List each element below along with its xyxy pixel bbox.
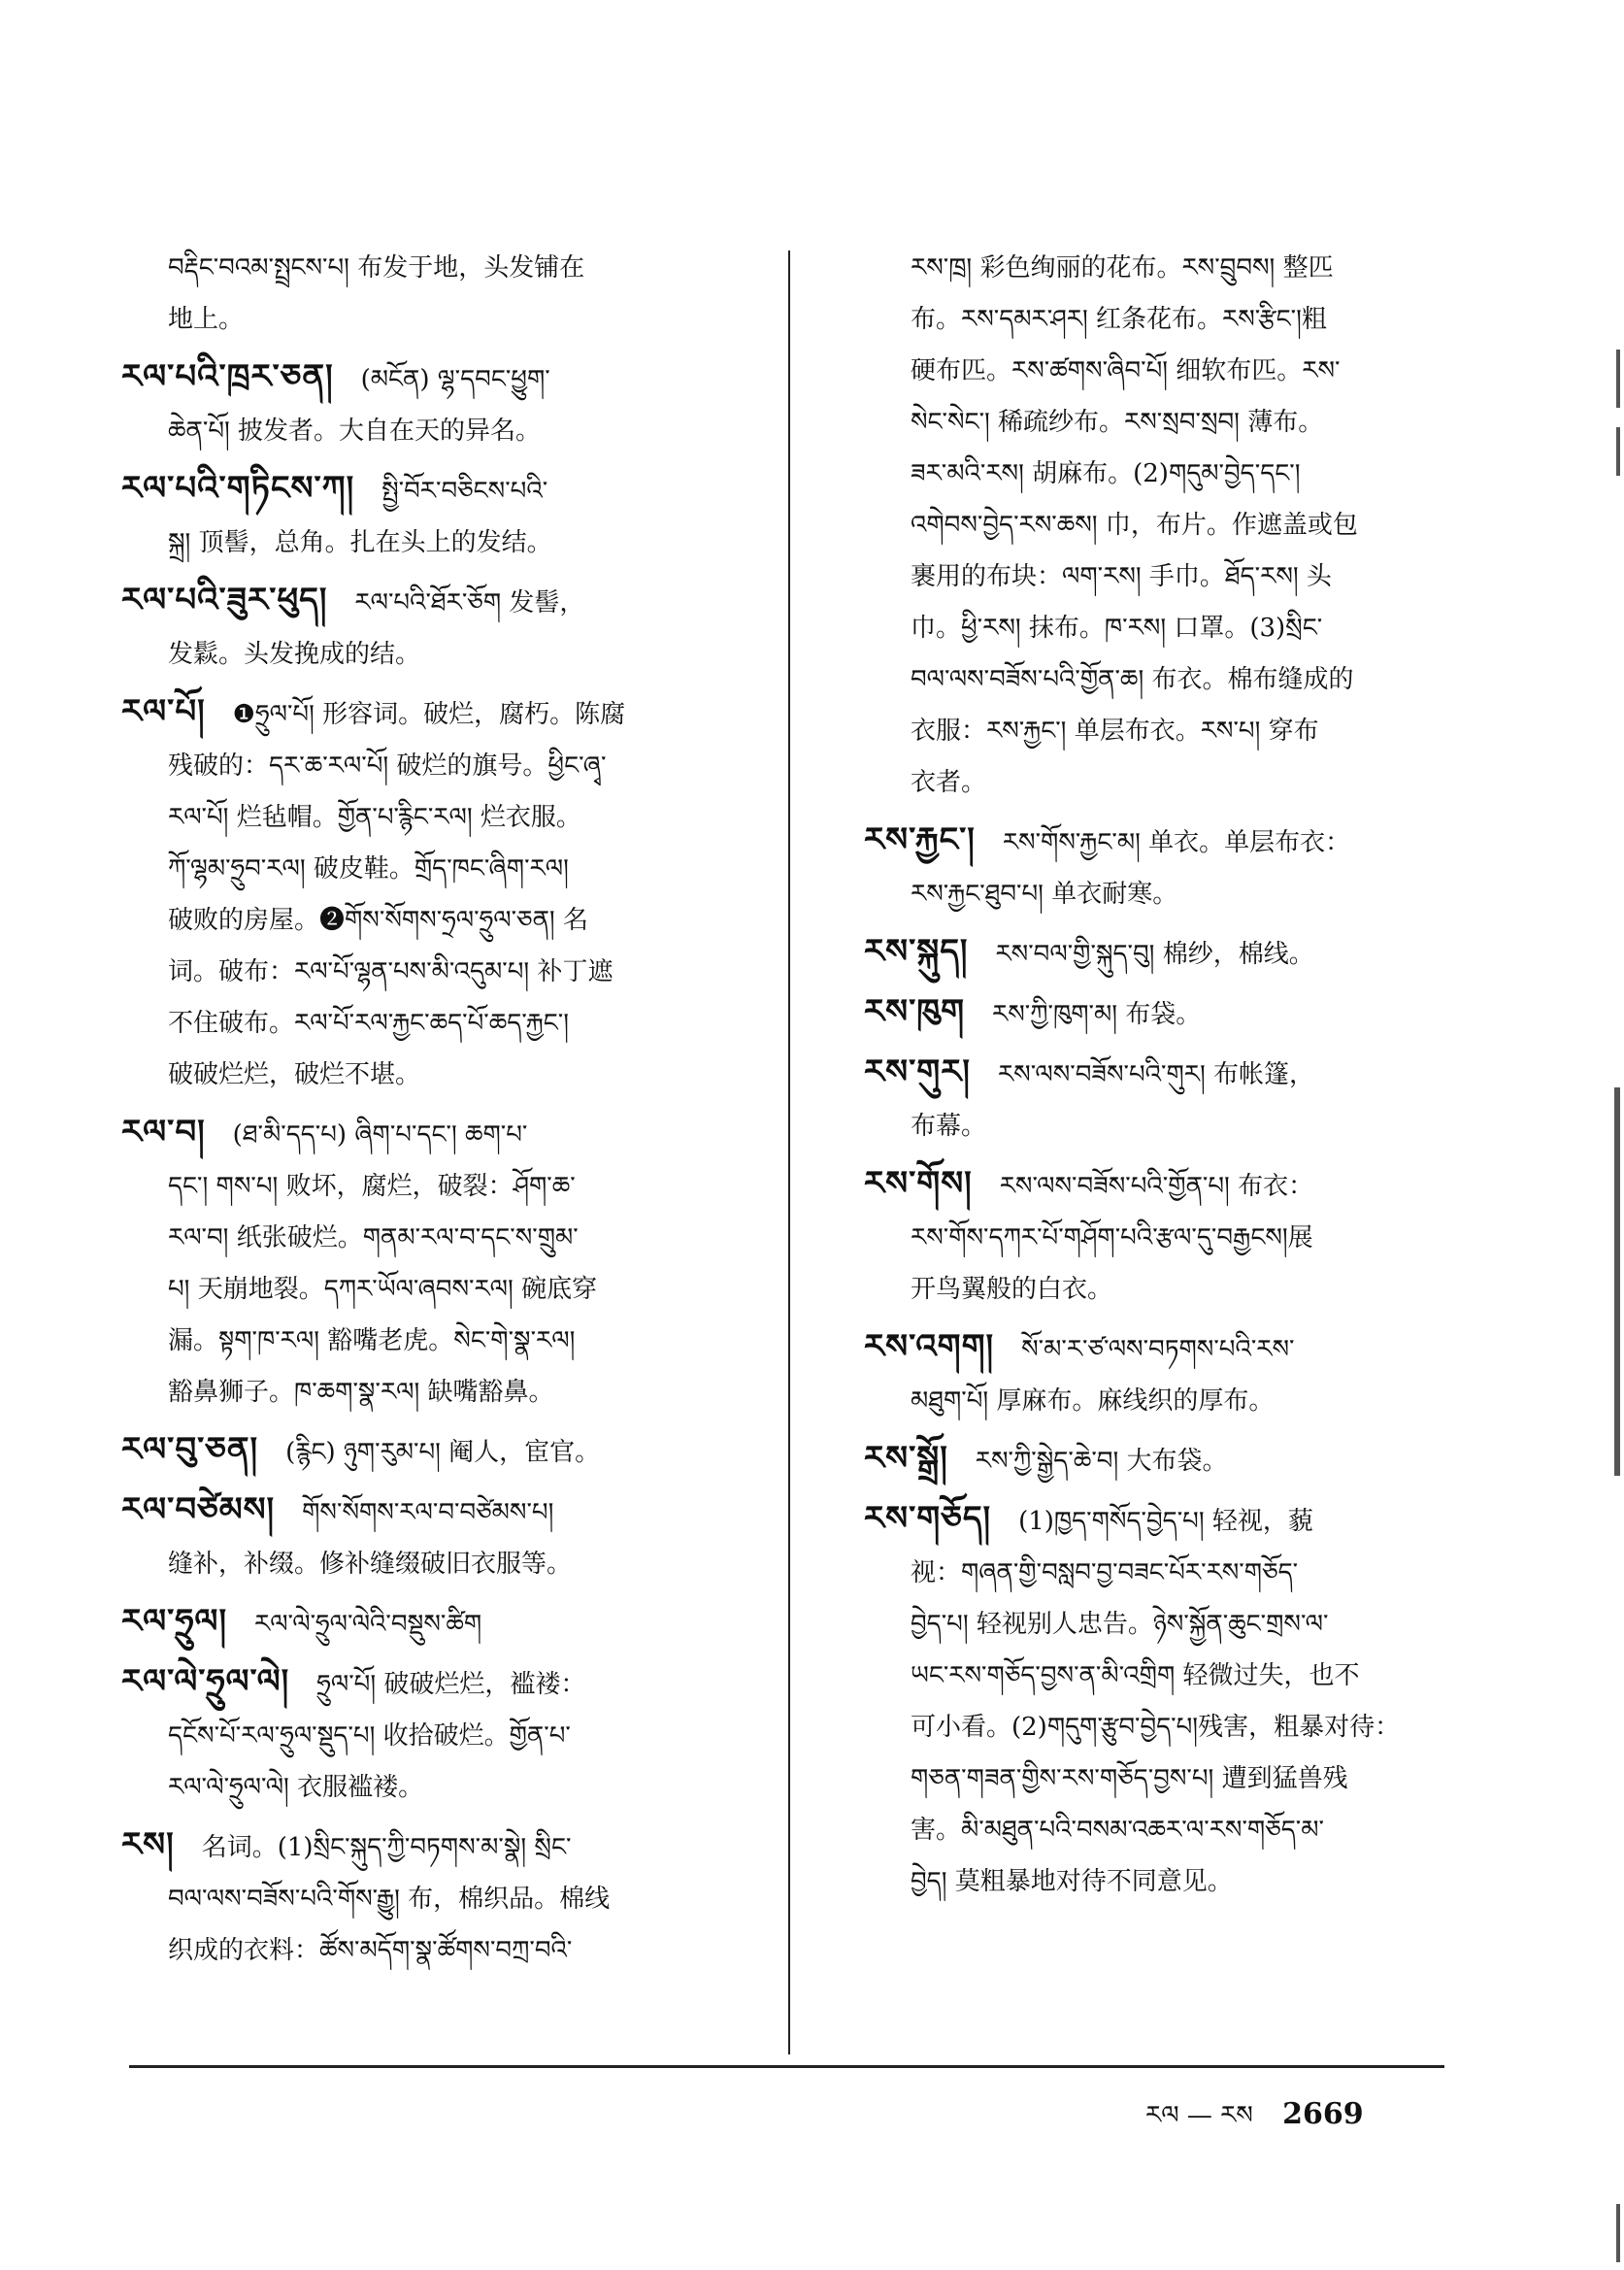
definition-line: 布。རས་དམར་ཤར། 红条花布。རས་རྩིང་།粗 [911,305,1327,334]
left-column [121,243,781,1983]
definition-line: 可小看。(2)གདུག་རྩུབ་བྱེད་པ།残害，粗暴对待： [911,1713,1401,1742]
definition-line: བལ་ལས་བཟོས་པའི་གོས་རྒྱུ། 布，棉织品。棉线 [168,1885,611,1914]
definition-line: 豁鼻狮子。ཁ་ཆག་སྣ་རལ། 缺嘴豁鼻。 [168,1378,554,1407]
headword: རལ་པོ། [121,692,206,731]
definition-line: སེང་སེང་། 稀疏纱布。རས་སྲབ་སྲབ། 薄布。 [911,408,1324,437]
headword: རས། [121,1825,175,1864]
headword: རས་སྒྲོ། [864,1439,948,1478]
definition-line: 漏。སྟག་ཁ་རལ། 豁嘴老虎。སེང་གེ་སྣ་རལ། [168,1326,576,1355]
dictionary-entry [864,1158,1456,1316]
definition-line: 破破烂烂，破烂不堪。 [168,1060,421,1089]
definition-line: 裹用的布块：ལག་རས། 手巾。ཐོད་རས། 头 [911,562,1332,591]
definition-line: རས་ཁྲ། 彩色绚丽的花布。རས་བྲུབས། 整匹 [911,253,1334,283]
definition-line: 破败的房屋。❷གོས་སོགས་ཧྲལ་ཧྲུལ་ཅན། 名 [168,906,588,935]
headword: རལ་ཧྲུལ། [121,1602,227,1641]
dictionary-entry [121,1819,781,1977]
definition-line: ཧྲུལ་པོ། 破破烂烂，褴褛： [316,1670,586,1699]
definition-line: རལ་པའི་ཐོར་ཅོག 发髻， [354,588,585,618]
headword: རལ་པའི་ཁྲར་ཅན། [121,357,334,396]
definition-line: རས་ཀྱི་ཁུག་མ། 布袋。 [992,1000,1202,1029]
definition-line: 织成的衣料：ཚོས་མདོག་སྣ་ཚོགས་བཀྲ་བའི་ [168,1936,573,1965]
definition-line: རས་ལས་བཟོས་པའི་གྱོན་པ། 布衣： [999,1172,1314,1201]
definition-line: 视：གཞན་གྱི་བསླབ་བྱ་བཟང་པོར་རས་གཅོད་ [911,1558,1299,1587]
dictionary-entry [864,1433,1456,1487]
definition-line: 布幕。 [911,1112,987,1141]
headword: རལ་ལེ་ཧྲུལ་ལེ། [121,1662,290,1701]
dictionary-entry [121,686,781,1101]
definition-line: 残破的：དར་ཆ་རལ་པོ། 破烂的旗号。ཕྱིང་ཞྭ་ [168,751,607,781]
definition-line: རས་གོས་དཀར་པོ་གཤོག་པའི་རྩལ་དུ་བརྒྱངས།展 [911,1223,1313,1252]
definition-line: བལ་ལས་བཟོས་པའི་གྱོན་ཆ། 布衣。棉布缝成的 [911,665,1354,694]
dictionary-entry [121,1107,781,1419]
definition-line: 衣者。 [911,768,987,797]
definition-line: (ཐ་མི་དད་པ) ཞིག་པ་དང་། ཆག་པ་ [232,1120,528,1150]
headword: རས་གོས། [864,1164,973,1203]
headword: རས་འགག། [864,1327,995,1366]
page-number: 2669 [1282,2097,1364,2131]
definition-line: (མངོན) ལྷ་དབང་ཕྱུག་ [360,365,550,394]
definition-line: དང་། གས་པ། 败坏，腐烂，破裂：ཤོག་ཆ་ [168,1172,576,1201]
bottom-rule [129,2065,1444,2068]
scan-edge-marks [1585,0,1624,2270]
headword: རལ་བ། [121,1113,206,1152]
dictionary-entry [864,926,1456,981]
dictionary-entry [121,1596,781,1651]
definition-line: འགེབས་བྱེད་རས་ཆས། 巾，布片。作遮盖或包 [911,511,1358,540]
dictionary-entry [121,351,781,457]
definition-line: (རྙིང) ཉུག་རུམ་པ། 阉人，宦官。 [285,1438,601,1467]
definition-line: 硬布匹。རས་ཚགས་ཞིབ་པོ། 细软布匹。རས་ [911,356,1341,385]
definition-line: ཀོ་ལྷམ་ཧྲུབ་རལ། 破皮鞋。གྲོད་ཁང་ཞིག་རལ། [168,854,569,884]
definition-line: རལ་པོ། 烂毡帽。གྱོན་པ་རྙིང་རལ། 烂衣服。 [168,803,581,832]
definition-line: སྐྲ། 顶髻，总角。扎在头上的发结。 [168,528,552,557]
headword: རལ་བུ་ཅན། [121,1430,259,1469]
right-column [864,243,1456,1914]
dictionary-entry [864,1047,1456,1152]
definition-line: བརྡིང་བའམ་སྤྲངས་པ། 布发于地，头发铺在 [168,253,585,283]
definition-line: 不住破布。རལ་པོ་རལ་རྐྱང་ཆད་པོ་ཆད་རྐྱང་། [168,1009,570,1038]
headword: རས་ཁུག [864,992,966,1031]
definition-line: གོས་སོགས་རལ་བ་བཙེམས་པ། [302,1498,554,1527]
entry-range: རལ — རས [1145,2101,1253,2130]
headword: རས་སྐུད། [864,932,969,971]
dictionary-entry [121,1485,781,1590]
headword: རས་གུར། [864,1052,971,1091]
headword: རལ་པའི་ཟུར་ཕུད། [121,581,328,619]
definition-line: རལ་བ། 纸张破烂。གནམ་རལ་བ་དང་ས་གྲུམ་ [168,1223,579,1252]
definition-line: བྱེད། 莫粗暴地对待不同意见。 [911,1867,1233,1896]
dictionary-entry [864,1321,1456,1427]
definition-line: 词。破布：རལ་པོ་ལྷན་པས་མི་འདུམ་པ། 补丁遮 [168,957,613,986]
definition-line: དངོས་པོ་རལ་ཧྲུལ་སྡུད་པ། 收拾破烂。གྱོན་པ་ [168,1721,571,1751]
dictionary-entry [121,1424,781,1479]
headword: རས་གཅོད། [864,1499,992,1538]
definition-line: 巾。ཕྱི་རས། 抹布。ཁ་རས། 口罩。(3)སྲིང་ [911,614,1323,643]
definition-line: 害。མི་མཐུན་པའི་བསམ་འཆར་ལ་རས་གཅོད་མ་ [911,1816,1324,1845]
definition-line: ❶ཧྲུལ་པོ། 形容词。破烂，腐朽。陈腐 [232,700,626,729]
headword: རས་རྐྱང་། [864,820,976,859]
definition-line: རས་ལས་བཟོས་པའི་གུར། 布帐篷， [997,1060,1315,1089]
definition-line: ཟར་མའི་རས། 胡麻布。(2)གདུམ་བྱེད་དང་། [911,459,1301,488]
headword: རལ་བཙེམས། [121,1490,276,1529]
dictionary-entry [864,1493,1456,1908]
headword: རལ་པའི་གཏིངས་ཀ། [121,469,355,508]
definition-line: (1)ཁྱད་གསོད་བྱེད་པ། 轻视，藐 [1018,1507,1313,1536]
definition-line: ཡང་རས་གཅོད་བྱས་ན་མི་འགྲིག 轻微过失，也不 [911,1661,1360,1690]
dictionary-entry [121,575,781,681]
definition-line: 地上。 [168,305,245,334]
dictionary-entry [121,1656,781,1814]
definition-line: བྱེད་པ། 轻视别人忠告。ཉེས་སྐྱོན་ཆུང་གྲས་ལ་ [911,1610,1329,1639]
definition-line: 名词。(1)སྲིང་སྐུད་ཀྱི་བཏགས་མ་སྣེ། སྲིང་ [201,1833,572,1862]
definition-line: རས་ཀྱི་སྒྱེད་ཆེ་བ། 大布袋。 [975,1447,1228,1476]
definition-line: 发鬏。头发挽成的结。 [168,640,421,669]
definition-line: 衣服：རས་རྐྱང་། 单层布衣。རས་པ། 穿布 [911,717,1319,746]
page-footer [1145,2087,1364,2158]
definition-line: མཐུག་པོ། 厚麻布。麻线织的厚布。 [911,1386,1275,1416]
definition-line: རལ་ལེ་ཧྲུལ་ལེའི་བསྡུས་ཚིག [254,1610,482,1639]
definition-line: གཅན་གཟན་གྱིས་རས་གཅོད་བྱས་པ། 遭到猛兽残 [911,1764,1348,1793]
dictionary-entry [121,243,781,346]
definition-line: རས་རྐྱང་ཐུབ་པ། 单衣耐寒。 [911,880,1178,909]
dictionary-entry [864,986,1456,1041]
definition-line: རས་བལ་གྱི་སྐུད་བུ། 棉纱，棉线。 [995,940,1314,969]
definition-line: རས་གོས་རྐྱང་མ། 单衣。单层布衣： [1002,828,1351,857]
dictionary-entry [864,815,1456,920]
column-divider [788,250,790,2054]
definition-line: པ། 天崩地裂。དཀར་ཡོལ་ཞབས་རལ། 碗底穿 [168,1275,598,1304]
dictionary-entry [864,243,1456,809]
definition-line: ཆེན་པོ། 披发者。大自在天的异名。 [168,417,542,446]
definition-line: 开鸟翼般的白衣。 [911,1275,1113,1304]
definition-line: རལ་ལེ་ཧྲུལ་ལེ། 衣服褴褛。 [168,1773,424,1802]
definition-line: སྤྱི་བོར་བཅིངས་པའི་ [381,477,548,506]
definition-line: 缝补，补缀。修补缝缀破旧衣服等。 [168,1550,573,1579]
definition-line: སོ་མ་ར་ཙ་ལས་བཏགས་པའི་རས་ [1021,1335,1295,1364]
dictionary-entry [121,463,781,569]
